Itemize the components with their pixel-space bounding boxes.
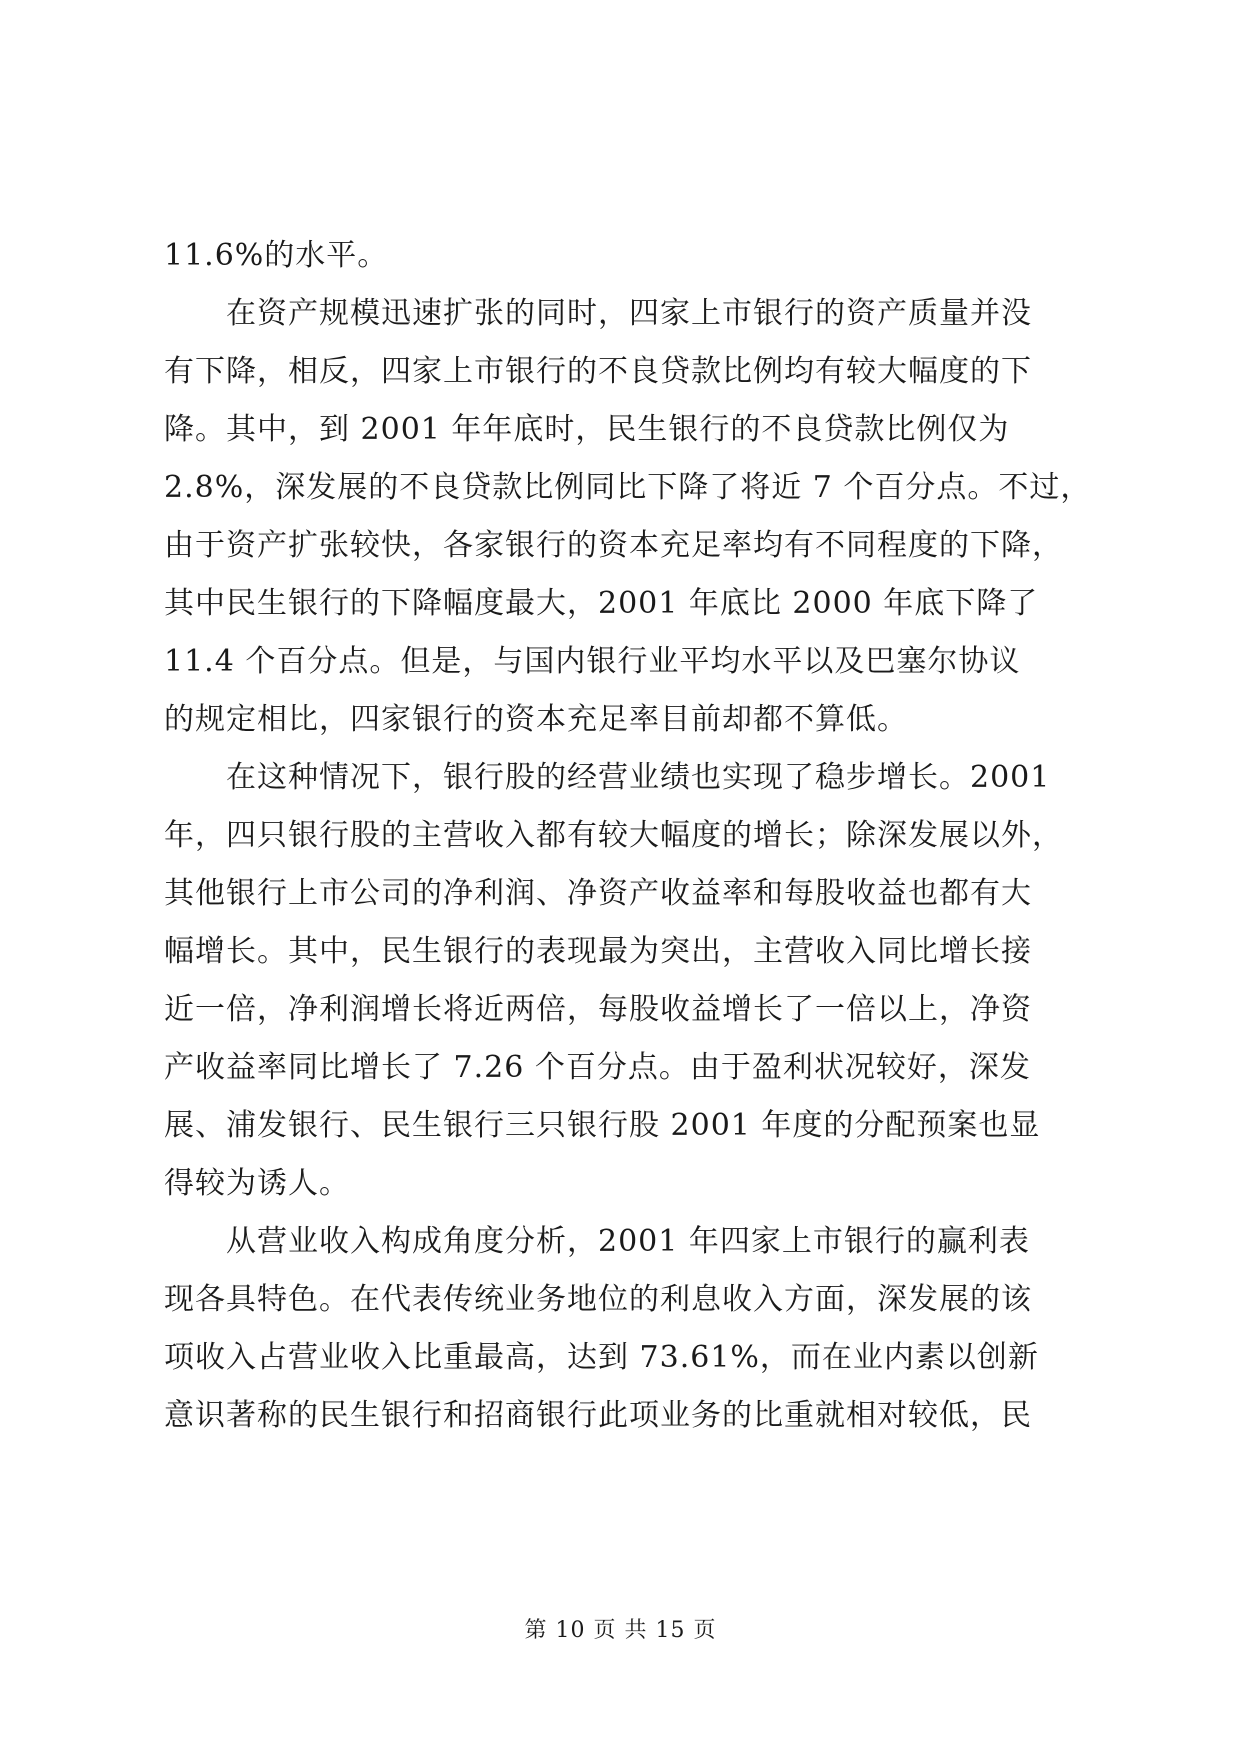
text-line: 由于资产扩张较快，各家银行的资本充足率均有不同程度的下降， [164, 528, 1063, 563]
text-line: 11.4 个百分点。但是，与国内银行业平均水平以及巴塞尔协议 [164, 644, 1021, 679]
text-line: 幅增长。其中，民生银行的表现最为突出，主营收入同比增长接 [164, 934, 1032, 969]
text-line: 得较为诱人。 [164, 1166, 350, 1201]
text-line: 其中民生银行的下降幅度最大，2001 年底比 2000 年底下降了 [164, 586, 1039, 621]
text-line: 的规定相比，四家银行的资本充足率目前却都不算低。 [164, 702, 908, 737]
text-line: 在这种情况下，银行股的经营业绩也实现了稳步增长。2001 [164, 760, 1051, 795]
text-line: 近一倍，净利润增长将近两倍，每股收益增长了一倍以上，净资 [164, 992, 1032, 1027]
text-line: 从营业收入构成角度分析，2001 年四家上市银行的赢利表 [164, 1224, 1030, 1259]
text-line: 展、浦发银行、民生银行三只银行股 2001 年度的分配预案也显 [164, 1108, 1041, 1143]
text-line: 现各具特色。在代表传统业务地位的利息收入方面，深发展的该 [164, 1282, 1032, 1317]
text-line: 在资产规模迅速扩张的同时，四家上市银行的资产质量并没 [164, 296, 1032, 331]
text-line: 项收入占营业收入比重最高，达到 73.61%，而在业内素以创新 [164, 1340, 1039, 1375]
text-line: 有下降，相反，四家上市银行的不良贷款比例均有较大幅度的下 [164, 354, 1032, 389]
text-line: 产收益率同比增长了 7.26 个百分点。由于盈利状况较好，深发 [164, 1050, 1031, 1085]
text-line: 意识著称的民生银行和招商银行此项业务的比重就相对较低，民 [164, 1398, 1032, 1433]
text-line: 2.8%，深发展的不良贷款比例同比下降了将近 7 个百分点。不过， [164, 470, 1092, 505]
page-number-footer: 第 10 页 共 15 页 [524, 1618, 717, 1643]
text-line: 其他银行上市公司的净利润、净资产收益率和每股收益也都有大 [164, 876, 1032, 911]
text-line: 降。其中，到 2001 年年底时，民生银行的不良贷款比例仅为 [164, 412, 1010, 447]
text-line: 年，四只银行股的主营收入都有较大幅度的增长；除深发展以外， [164, 818, 1063, 853]
text-line: 11.6%的水平。 [164, 238, 389, 273]
